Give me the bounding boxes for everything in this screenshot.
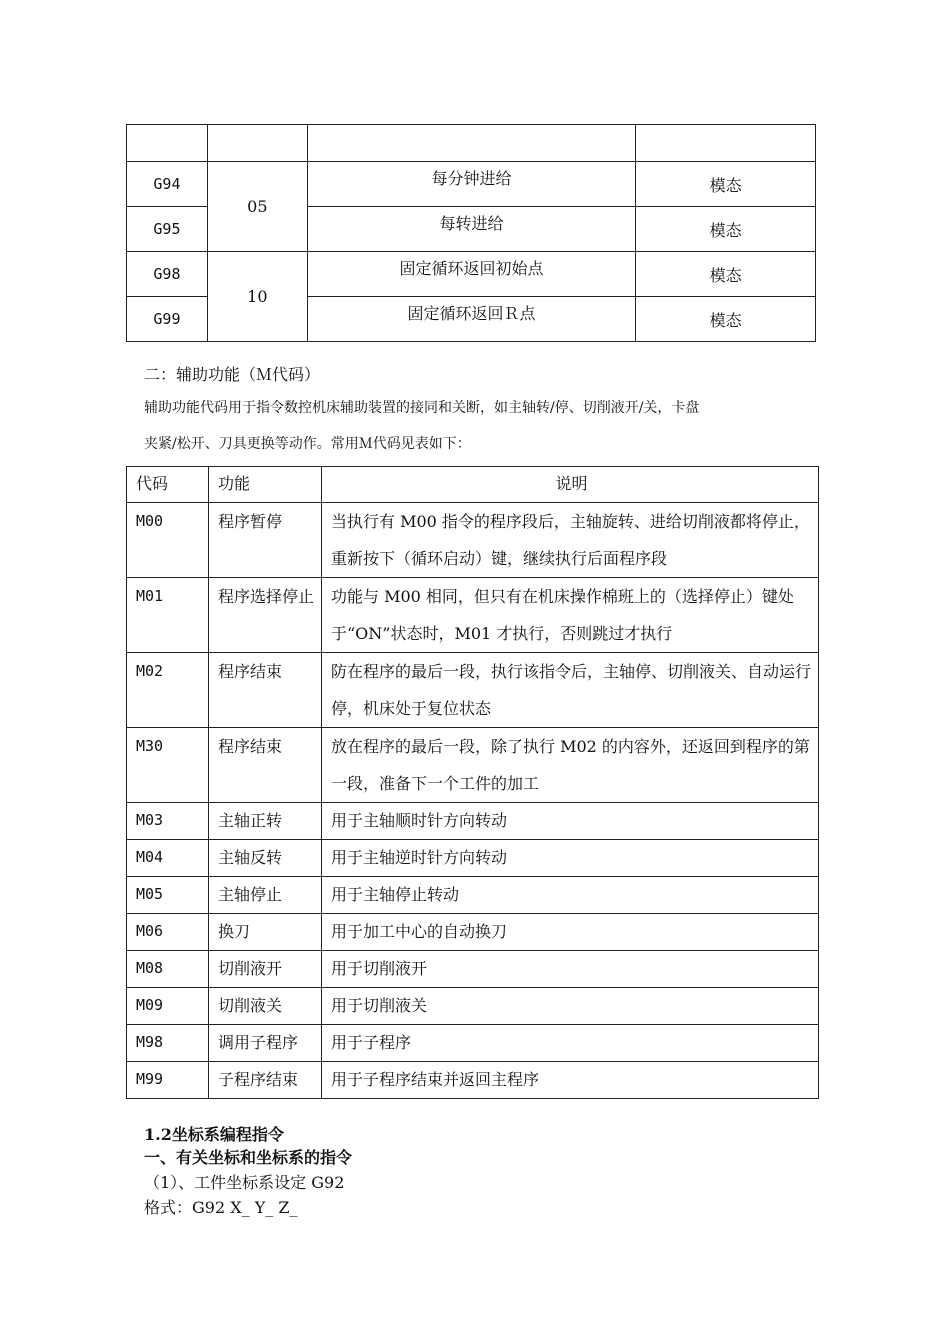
m-code-cell: M04 <box>127 840 209 877</box>
g-code-cell: G95 <box>127 207 208 252</box>
function-cell: 切削液关 <box>209 988 322 1025</box>
table-header-row <box>127 125 816 162</box>
table-row <box>127 162 816 207</box>
m-code-cell: M09 <box>127 988 209 1025</box>
table-row <box>127 503 819 578</box>
mode-cell: 模态 <box>636 162 816 207</box>
m-code-cell: M01 <box>127 578 209 653</box>
table-row <box>127 1062 819 1099</box>
m-code-table <box>126 466 819 1099</box>
section-heading: 1.2坐标系编程指令 <box>144 1125 284 1144</box>
function-cell: 调用子程序 <box>209 1025 322 1062</box>
paragraph-line: 夹紧/松开、刀具更换等动作。常用Ｍ代码见表如下： <box>144 436 471 452</box>
m-code-cell: M99 <box>127 1062 209 1099</box>
description-cell: 用于子程序 <box>322 1025 819 1062</box>
description-cell: 用于子程序结束并返回主程序 <box>322 1062 819 1099</box>
m-code-cell: M06 <box>127 914 209 951</box>
m-code-cell: M98 <box>127 1025 209 1062</box>
list-item: （1）、工件坐标系设定 G92 <box>144 1173 345 1192</box>
column-header: 功能 <box>209 467 322 503</box>
description-cell: 当执行有 M00 指令的程序段后，主轴旋转、进给切削液都将停止，重新按下（循环启动）键，继续执行后面程序段 <box>322 503 819 578</box>
description-cell: 固定循环返回Ｒ点 <box>307 297 635 342</box>
table-row <box>127 914 819 951</box>
g-code-cell: G94 <box>127 162 208 207</box>
function-cell: 换刀 <box>209 914 322 951</box>
m-code-cell: M02 <box>127 653 209 728</box>
table-row <box>127 653 819 728</box>
description-cell: 功能与 M00 相同，但只有在机床操作棉班上的（选择停止）键处于“ON”状态时，M01 才执行，否则跳过才执行 <box>322 578 819 653</box>
description-cell: 用于切削液开 <box>322 951 819 988</box>
table-row <box>127 803 819 840</box>
g-code-cell: G99 <box>127 297 208 342</box>
table-row <box>127 877 819 914</box>
section-subheading: 一、有关坐标和坐标系的指令 <box>144 1148 353 1167</box>
function-cell: 程序选择停止 <box>209 578 322 653</box>
function-cell: 程序暂停 <box>209 503 322 578</box>
column-header: 代码 <box>127 467 209 503</box>
description-cell: 用于主轴逆时针方向转动 <box>322 840 819 877</box>
paragraph-line: 辅助功能代码用于指令数控机床辅助装置的接同和关断，如主轴转/停、切削液开/关，卡盘 <box>144 400 700 416</box>
table-cell <box>207 125 307 162</box>
mode-cell: 模态 <box>636 207 816 252</box>
g-code-cell: G98 <box>127 252 208 297</box>
table-row <box>127 252 816 297</box>
group-cell: 10 <box>207 252 307 342</box>
format-line: 格式：G92 X_ Y_ Z_ <box>144 1198 298 1217</box>
function-cell: 子程序结束 <box>209 1062 322 1099</box>
description-cell: 防在程序的最后一段，执行该指令后，主轴停、切削液关、自动运行停，机床处于复位状态 <box>322 653 819 728</box>
table-row <box>127 988 819 1025</box>
table-header-row <box>127 467 819 503</box>
function-cell: 切削液开 <box>209 951 322 988</box>
table-row <box>127 840 819 877</box>
g-code-table <box>126 124 816 342</box>
m-code-cell: M30 <box>127 728 209 803</box>
function-cell: 程序结束 <box>209 728 322 803</box>
description-cell: 用于切削液关 <box>322 988 819 1025</box>
function-cell: 主轴反转 <box>209 840 322 877</box>
function-cell: 程序结束 <box>209 653 322 728</box>
description-cell: 用于加工中心的自动换刀 <box>322 914 819 951</box>
table-row <box>127 1025 819 1062</box>
function-cell: 主轴正转 <box>209 803 322 840</box>
description-cell: 用于主轴停止转动 <box>322 877 819 914</box>
description-cell: 每分钟进给 <box>307 162 635 207</box>
section-title: 二：辅助功能（Ｍ代码） <box>144 365 321 384</box>
column-header: 说明 <box>322 467 819 503</box>
description-cell: 每转进给 <box>307 207 635 252</box>
table-cell <box>127 125 208 162</box>
description-cell: 放在程序的最后一段，除了执行 M02 的内容外，还返回到程序的第一段，准备下一个工件的加工 <box>322 728 819 803</box>
description-cell: 用于主轴顺时针方向转动 <box>322 803 819 840</box>
m-code-cell: M08 <box>127 951 209 988</box>
table-cell <box>636 125 816 162</box>
m-code-cell: M05 <box>127 877 209 914</box>
table-row <box>127 728 819 803</box>
function-cell: 主轴停止 <box>209 877 322 914</box>
m-code-cell: M03 <box>127 803 209 840</box>
mode-cell: 模态 <box>636 297 816 342</box>
group-cell: 05 <box>207 162 307 252</box>
table-row <box>127 951 819 988</box>
mode-cell: 模态 <box>636 252 816 297</box>
table-cell <box>307 125 635 162</box>
table-row <box>127 578 819 653</box>
description-cell: 固定循环返回初始点 <box>307 252 635 297</box>
m-code-cell: M00 <box>127 503 209 578</box>
